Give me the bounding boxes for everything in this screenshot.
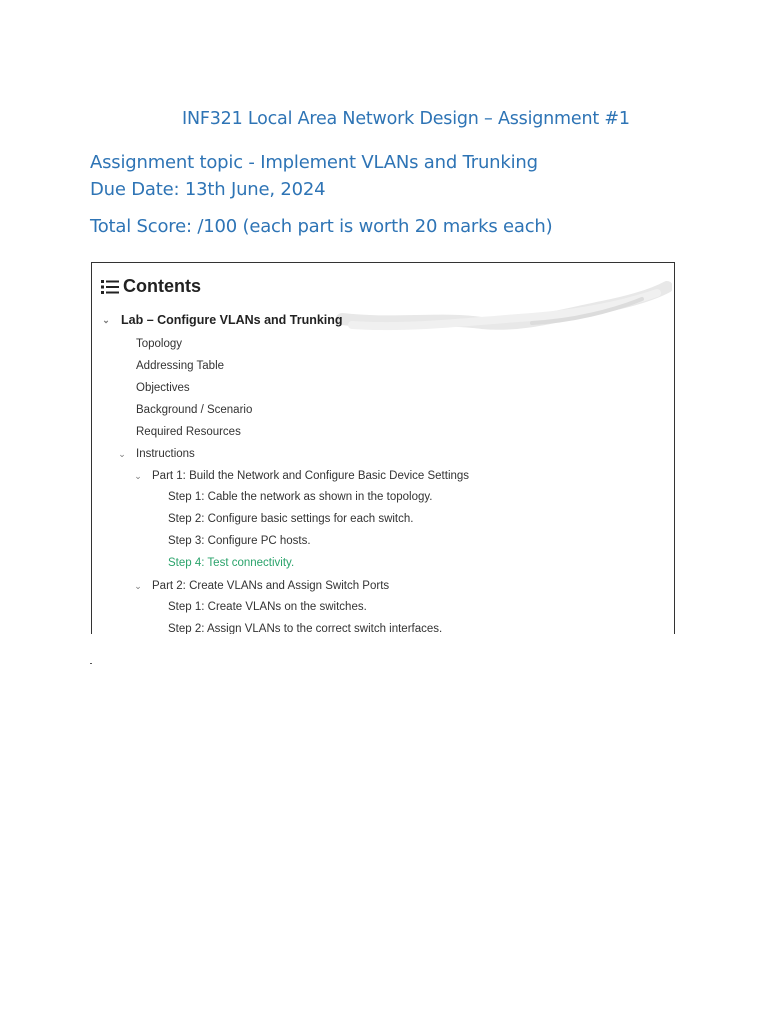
toc-part1-step3[interactable]: Step 3: Configure PC hosts. [168,535,311,547]
toc-lab-title-label: Lab – Configure VLANs and Trunking [121,313,343,327]
toc-part2-step1[interactable]: Step 1: Create VLANs on the switches. [168,601,367,613]
toc-lab-title[interactable] [100,313,343,327]
contents-title: Contents [123,276,201,296]
due-date: Due Date: 13th June, 2024 [90,179,326,200]
chevron-down-icon[interactable]: ⌄ [134,580,142,591]
contents-screenshot [91,262,675,634]
chevron-down-icon[interactable]: ⌄ [134,470,142,481]
toc-instructions-label: Instructions [136,448,195,460]
toc-item-topology[interactable]: Topology [136,338,183,350]
chevron-down-icon[interactable]: ⌄ [118,448,126,459]
toc-item-background[interactable]: Background / Scenario [136,404,253,416]
toc-item-required-resources[interactable]: Required Resources [136,426,241,438]
toc-item-addressing-table[interactable]: Addressing Table [136,360,225,372]
list-icon [101,279,119,295]
toc-part1-step1[interactable]: Step 1: Cable the network as shown in the topology. [168,491,433,503]
stray-mark [90,663,92,664]
toc-part1-label: Part 1: Build the Network and Configure Basic Device Settings [152,470,470,482]
toc-item-part2[interactable] [132,580,389,592]
assignment-topic: Assignment topic - Implement VLANs and Trunking [90,152,538,173]
document-title: INF321 Local Area Network Design – Assignment #1 [182,109,630,129]
contents-header [101,276,201,297]
toc-item-objectives[interactable]: Objectives [136,382,190,394]
chevron-down-icon[interactable]: ⌄ [102,314,110,325]
redaction-scribble [332,277,672,337]
total-score: Total Score: /100 (each part is worth 20 marks each) [90,216,553,237]
toc-item-instructions[interactable] [116,448,195,460]
toc-part1-step2[interactable]: Step 2: Configure basic settings for each switch. [168,513,414,525]
toc-part2-step2[interactable]: Step 2: Assign VLANs to the correct switch interfaces. [168,623,443,634]
toc-part2-label: Part 2: Create VLANs and Assign Switch Ports [152,580,390,592]
toc-part1-step4[interactable]: Step 4: Test connectivity. [168,557,295,569]
toc-item-part1[interactable] [132,470,469,482]
